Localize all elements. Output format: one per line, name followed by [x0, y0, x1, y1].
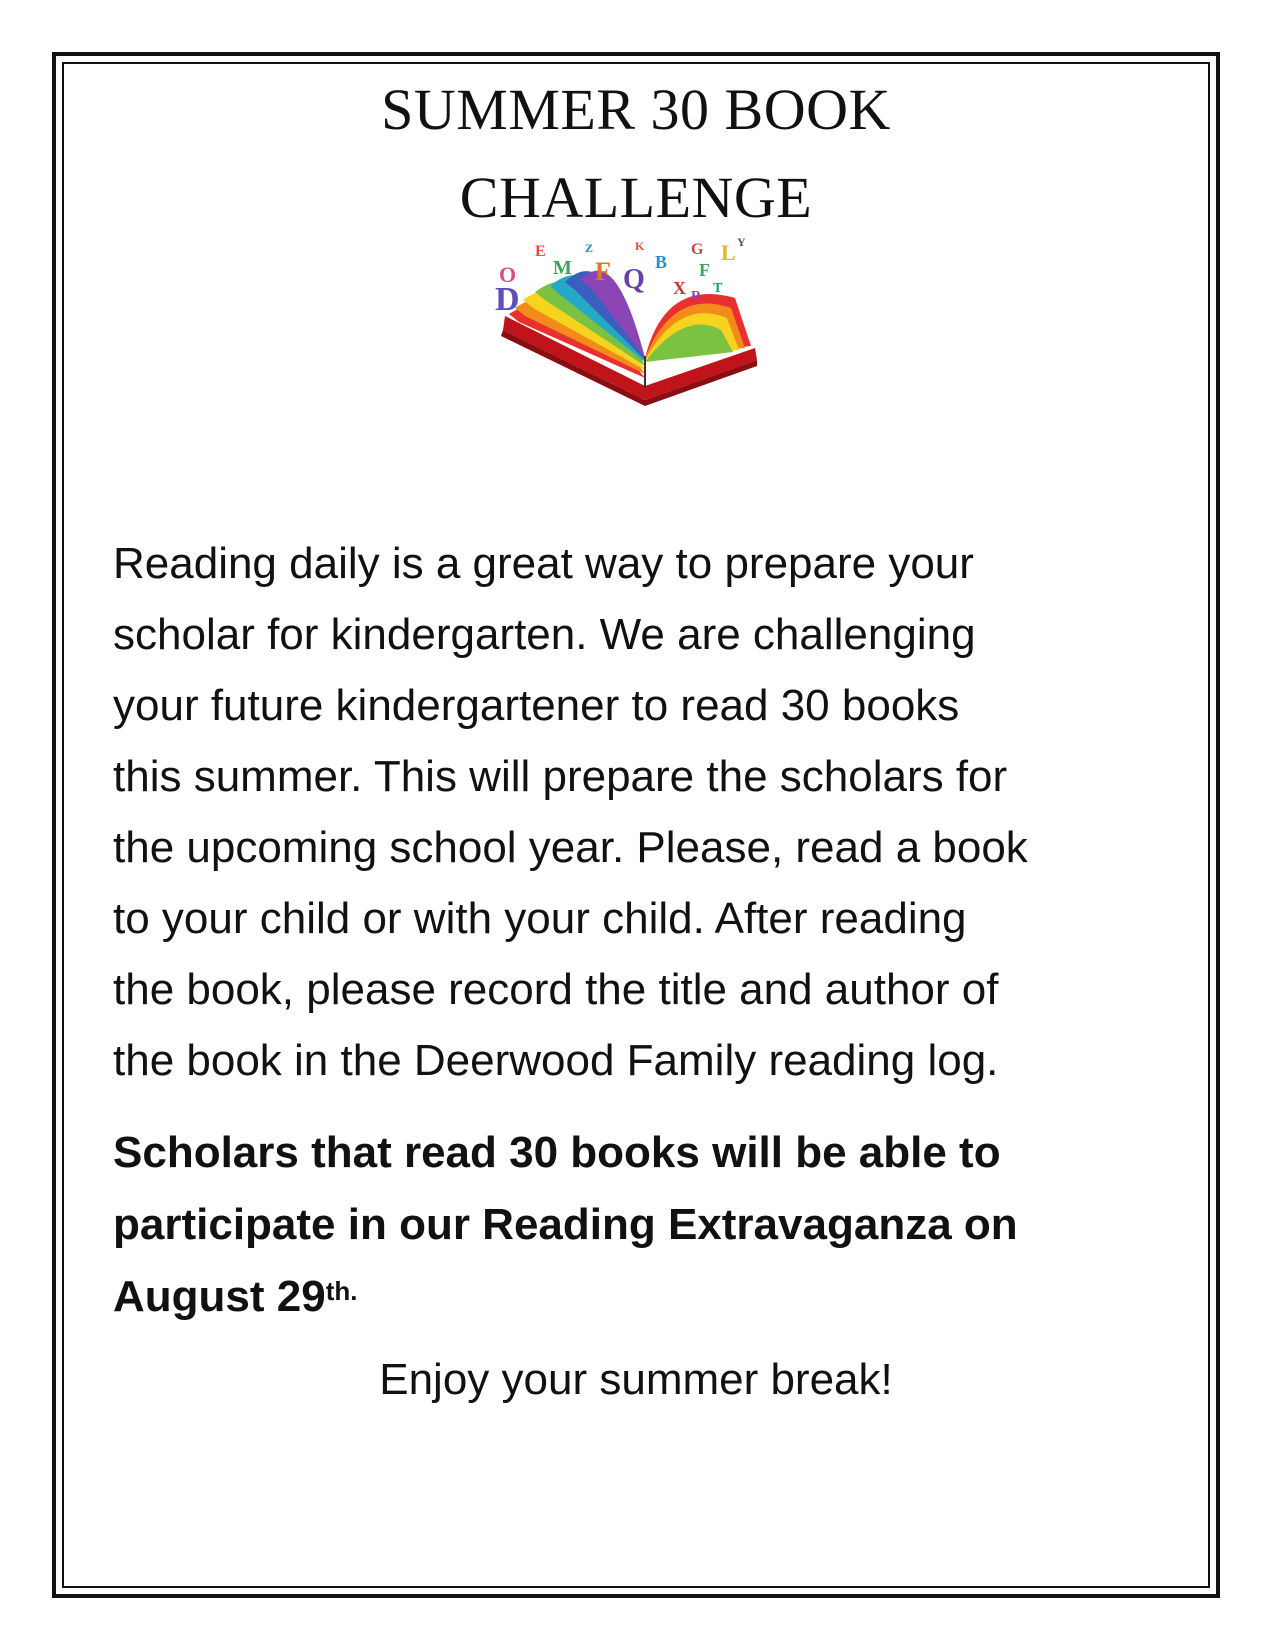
notice-line-2: participate in our Reading Extravaganza on — [113, 1200, 1018, 1249]
svg-text:G: G — [691, 241, 704, 258]
svg-text:Q: Q — [623, 264, 645, 295]
svg-text:M: M — [553, 257, 572, 279]
svg-text:L: L — [721, 240, 736, 265]
svg-text:O: O — [499, 262, 517, 287]
svg-text:F: F — [699, 260, 710, 280]
extravaganza-notice — [113, 1117, 1173, 1333]
intro-paragraph — [113, 528, 1173, 1096]
paragraph-line: the book in the Deerwood Family reading log. — [113, 1036, 999, 1085]
paragraph-line: the book, please record the title and author of — [113, 965, 999, 1014]
svg-text:D: D — [495, 281, 520, 318]
svg-text:E: E — [535, 243, 546, 260]
closing-message: Enjoy your summer break! — [379, 1355, 893, 1404]
svg-text:Z: Z — [585, 241, 594, 255]
paragraph-line: your future kindergartener to read 30 books — [113, 681, 960, 730]
title-line-1: SUMMER 30 BOOK — [381, 77, 891, 142]
title-line-2: CHALLENGE — [459, 165, 813, 230]
paragraph-line: to your child or with your child. After reading — [113, 894, 967, 943]
paragraph-line: this summer. This will prepare the scholars for — [113, 752, 1008, 801]
page-title — [62, 66, 1210, 242]
notice-line-1: Scholars that read 30 books will be able to — [113, 1128, 1001, 1177]
notice-line-3 — [113, 1261, 1173, 1333]
paragraph-line: scholar for kindergarten. We are challenging — [113, 610, 976, 659]
open-book-with-flying-letters-icon — [495, 238, 800, 423]
paragraph-line: the upcoming school year. Please, read a book — [113, 823, 1028, 872]
paragraph-line: Reading daily is a great way to prepare your — [113, 539, 974, 588]
svg-text:F: F — [595, 257, 611, 286]
svg-text:K: K — [635, 239, 645, 253]
svg-text:T: T — [713, 281, 723, 296]
svg-text:Y: Y — [737, 238, 746, 249]
svg-text:X: X — [673, 278, 686, 298]
svg-text:R: R — [691, 289, 702, 304]
svg-text:B: B — [655, 252, 668, 272]
notice-date: August 29 — [113, 1272, 326, 1321]
date-ordinal-suffix: th. — [325, 1276, 358, 1306]
